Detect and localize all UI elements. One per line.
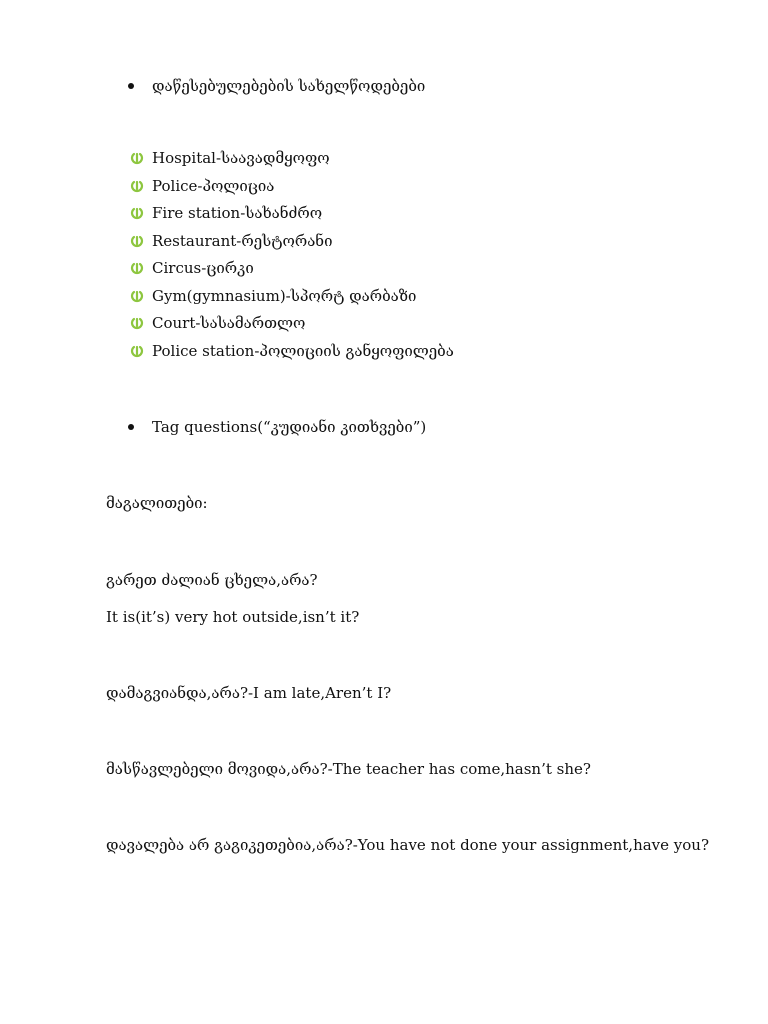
green-ring-icon (130, 289, 144, 303)
green-ring-icon (130, 206, 144, 220)
list-item-text: Circus-ცირკი (152, 259, 254, 277)
list-item-text: Gym(gymnasium)-სპორტ დარბაზი (152, 287, 417, 305)
list-item-text: Police-პოლიცია (152, 177, 275, 195)
list-item-text: Restaurant-რესტორანი (152, 232, 333, 250)
list-item-text: Court-სასამართლო (152, 314, 306, 332)
green-ring-icon (130, 344, 144, 358)
green-ring-icon (130, 151, 144, 165)
list-item-text: Police station-პოლიციის განყოფილება (152, 342, 454, 360)
green-ring-icon (130, 316, 144, 330)
examples-label: მაგალითები: (106, 494, 208, 512)
example-1-georgian: გარეთ ძალიან ცხელა,არა? (106, 571, 318, 589)
example-4: დავალება არ გაგიკეთებია,არა?-You have not done your assignment,have you? (106, 836, 709, 854)
green-ring-icon (130, 234, 144, 248)
tag-questions-text: Tag questions(“კუდიანი კითხვები”) (152, 418, 427, 436)
example-3: მასწავლებელი მოვიდა,არა?-The teacher has come,hasn’t she? (106, 760, 591, 778)
green-ring-icon (130, 179, 144, 193)
example-2: დამაგვიანდა,არა?-I am late,Aren’t I? (106, 684, 392, 702)
list-item-text: Hospital-საავადმყოფო (152, 149, 330, 167)
bullet-dot-icon (128, 83, 134, 89)
list-item-text: Fire station-სახანძრო (152, 204, 323, 222)
green-ring-icon (130, 261, 144, 275)
bullet-dot-icon (128, 424, 134, 430)
heading-bullet-text: დაწესებულებების სახელწოდებები (152, 77, 426, 95)
example-1-english: It is(it’s) very hot outside,isn’t it? (106, 608, 360, 626)
